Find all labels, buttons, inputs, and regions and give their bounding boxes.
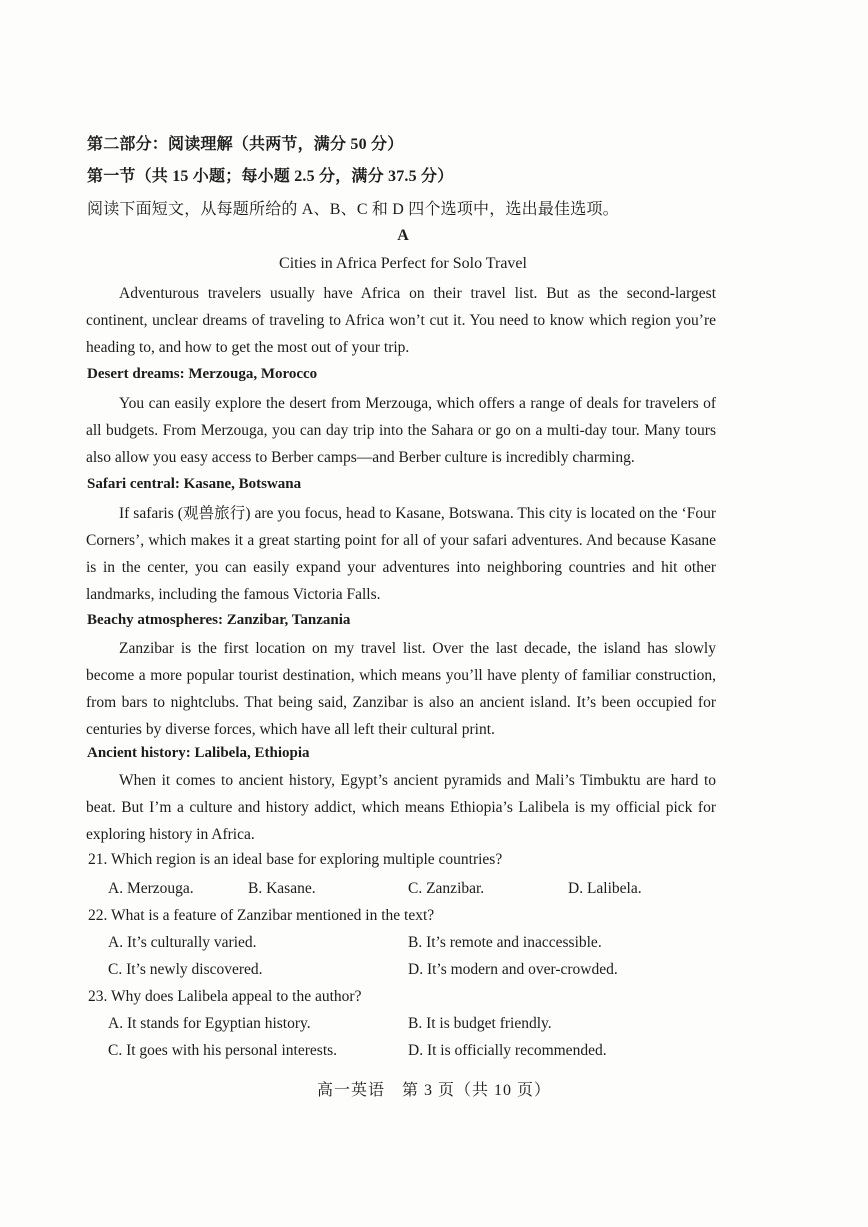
answer-option[interactable]: B. Kasane. — [248, 880, 316, 897]
answer-option[interactable]: C. It goes with his personal interests. — [108, 1042, 338, 1059]
answer-option[interactable]: B. It’s remote and inaccessible. — [408, 934, 602, 951]
instructions: 阅读下面短文，从每题所给的 A、B、C 和 D 四个选项中，选出最佳选项。 — [87, 201, 619, 218]
question-stem: 22. What is a feature of Zanzibar mentioned in the text? — [88, 907, 435, 924]
passage-intro: Adventurous travelers usually have Africa on their travel list. But as the second-largest continent, unclear dreams of traveling to Africa won’t cut it. You need to know which region you’re heading to, and how to get the most out of your trip. — [86, 285, 716, 356]
answer-option[interactable]: A. Merzouga. — [108, 880, 194, 897]
answer-option[interactable]: D. It is officially recommended. — [408, 1042, 607, 1059]
section-text: If safaris (观兽旅行) are you focus, head to Kasane, Botswana. This city is located on the ‘Four Corners’, which makes it a great starting point for all of your safari adventures. And because Kasane is in the center, you can easily expand your adventures into neighboring countries and hit other landmarks, including the famous Victoria Falls. — [86, 505, 716, 603]
answer-option[interactable]: C. It’s newly discovered. — [108, 961, 263, 978]
section-heading: Safari central: Kasane, Botswana — [87, 476, 302, 492]
section-title: 第一节（共 15 小题；每小题 2.5 分，满分 37.5 分） — [87, 168, 454, 185]
section-heading: Beachy atmospheres: Zanzibar, Tanzania — [87, 612, 351, 628]
answer-option[interactable]: B. It is budget friendly. — [408, 1015, 552, 1032]
passage-title: Cities in Africa Perfect for Solo Travel — [279, 255, 527, 272]
answer-option[interactable]: A. It stands for Egyptian history. — [108, 1015, 311, 1032]
section-text: When it comes to ancient history, Egypt’s ancient pyramids and Mali’s Timbuktu are hard to beat. But I’m a culture and history addict, which means Ethiopia’s Lalibela is my official pick for exploring history in Africa. — [86, 772, 716, 843]
section-text: You can easily explore the desert from Merzouga, which offers a range of deals for travelers of all budgets. From Merzouga, you can day trip into the Sahara or go on a multi-day tour. Many tours also allow you easy access to Berber camps—and Berber culture is incredibly charming. — [86, 395, 716, 466]
answer-option[interactable]: A. It’s culturally varied. — [108, 934, 257, 951]
part-title: 第二部分：阅读理解（共两节，满分 50 分） — [87, 136, 404, 153]
section-heading: Desert dreams: Merzouga, Morocco — [87, 366, 318, 382]
question-stem: 23. Why does Lalibela appeal to the author? — [88, 988, 362, 1005]
section-heading: Ancient history: Lalibela, Ethiopia — [87, 745, 310, 761]
answer-option[interactable]: C. Zanzibar. — [408, 880, 485, 897]
answer-option[interactable]: D. Lalibela. — [568, 880, 642, 897]
passage-letter: A — [397, 227, 409, 244]
answer-option[interactable]: D. It’s modern and over-crowded. — [408, 961, 618, 978]
question-stem: 21. Which region is an ideal base for exploring multiple countries? — [88, 851, 503, 868]
page-footer: 高一英语 第 3 页（共 10 页） — [316, 1082, 551, 1099]
section-text: Zanzibar is the first location on my travel list. Over the last decade, the island has slowly become a more popular tourist destination, which means you’ll have plenty of familiar construction, from bars to nightclubs. That being said, Zanzibar is also an ancient island. It’s been occupied for centuries by diverse forces, which have all left their cultural print. — [86, 640, 716, 738]
